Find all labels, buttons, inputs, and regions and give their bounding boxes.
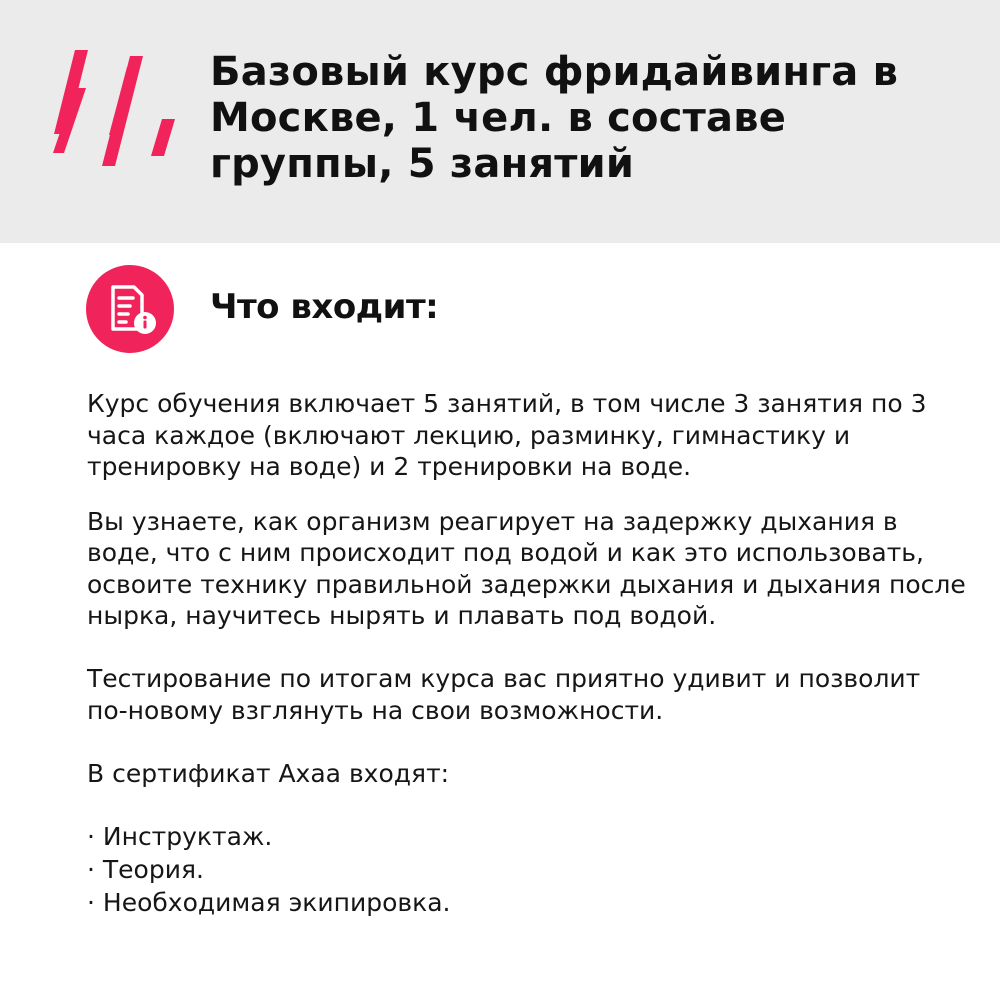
course-paragraph: Тестирование по итогам курса вас приятно удивит и позволит по-новому взглянуть на свои возможности. [87,664,921,725]
description-body [87,388,967,920]
course-paragraph: Вы узнаете, как организм реагирует на задержку дыхания в воде, что с ним происходит под водой и как это использовать, освоите технику правильной задержки дыхания и дыхания после нырка, научитесь нырять и плавать под водой. [87,506,966,630]
section-heading: Что входит: [210,287,439,327]
list-item: · Необходимая экипировка. [87,887,451,917]
included-items-list [87,821,967,919]
course-paragraph: Курс обучения включает 5 занятий, в том числе 3 занятия по 3 часа каждое (включают лекцию, разминку, гимнастику и тренировку на воде) и 2 тренировки на воде. [87,389,927,481]
document-info-icon [86,265,174,353]
header-banner [0,0,1000,243]
list-item: · Инструктаж. [87,821,273,851]
list-intro: В сертификат Ахаа входят: [87,758,450,788]
list-item: · Теория. [87,854,204,884]
page-title: Базовый курс фридайвинга в Москве, 1 чел. в составе группы, 5 занятий [210,49,899,187]
slash-stripes-logo-icon [40,50,175,170]
